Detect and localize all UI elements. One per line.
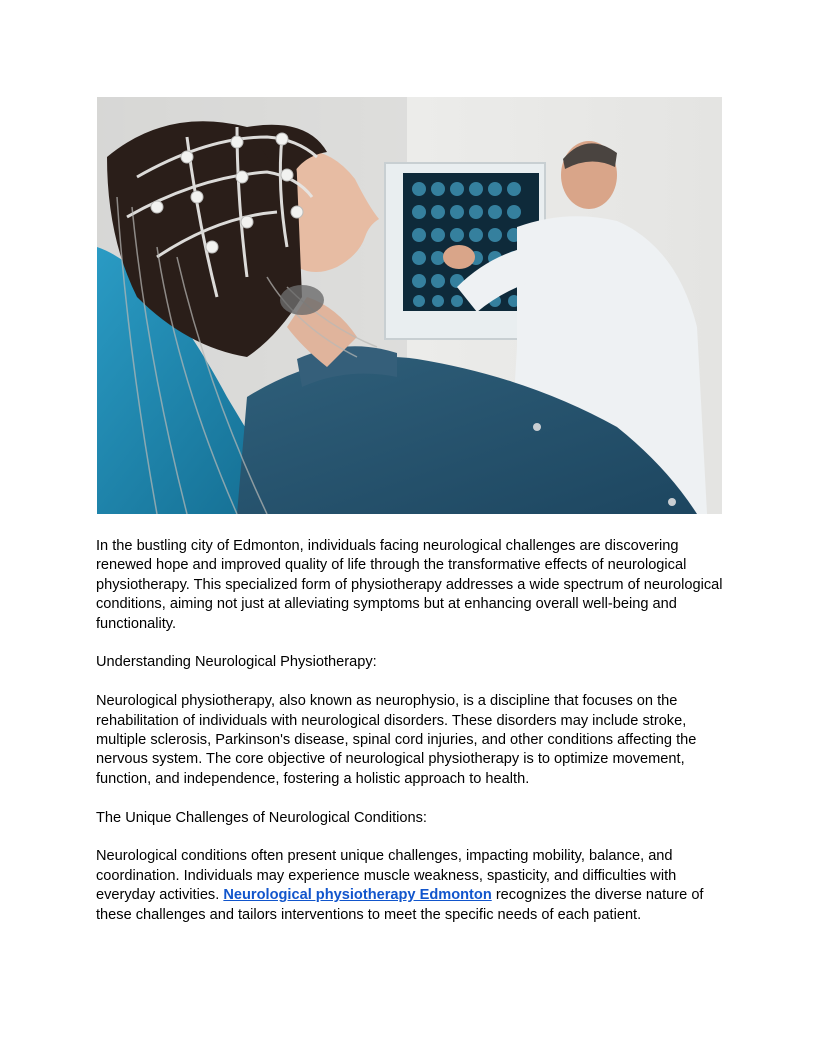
section-heading-challenges: The Unique Challenges of Neurological Conditions: [96, 809, 427, 826]
neurological-physiotherapy-link[interactable]: Neurological physiotherapy Edmonton [223, 887, 492, 904]
section-heading-understanding: Understanding Neurological Physiotherapy: [96, 654, 377, 671]
article-body [96, 537, 726, 944]
intro-paragraph: In the bustling city of Edmonton, individuals facing neurological challenges are discovering renewed hope and improved quality of life through the transformative effects of neurological physiotherapy. This specialized form of physiotherapy addresses a wide spectrum of neurological conditions, aiming not just at alleviating symptoms but at enhancing overall well-being and functionality. [96, 538, 723, 632]
understanding-paragraph: Neurological physiotherapy, also known as neurophysio, is a discipline that focuses on the rehabilitation of individuals with neurological disorders. These disorders may include stroke, multiple sclerosis, Parkinson's disease, spinal cord injuries, and other conditions affecting the nervous system. The core objective of neurological physiotherapy is to optimize movement, function, and independence, fostering a holistic approach to health. [96, 693, 697, 787]
article-photo [97, 97, 722, 514]
challenges-text-before-link: Neurological conditions often present unique challenges, impacting mobility, balance, and coordination. Individuals may experience muscle weakness, spasticity, and difficulties with everyday activities. [96, 848, 677, 904]
challenges-paragraph [96, 847, 726, 925]
challenges-text-after-link: recognizes the diverse nature of these challenges and tailors interventions to meet the specific needs of each patient. [96, 887, 704, 923]
